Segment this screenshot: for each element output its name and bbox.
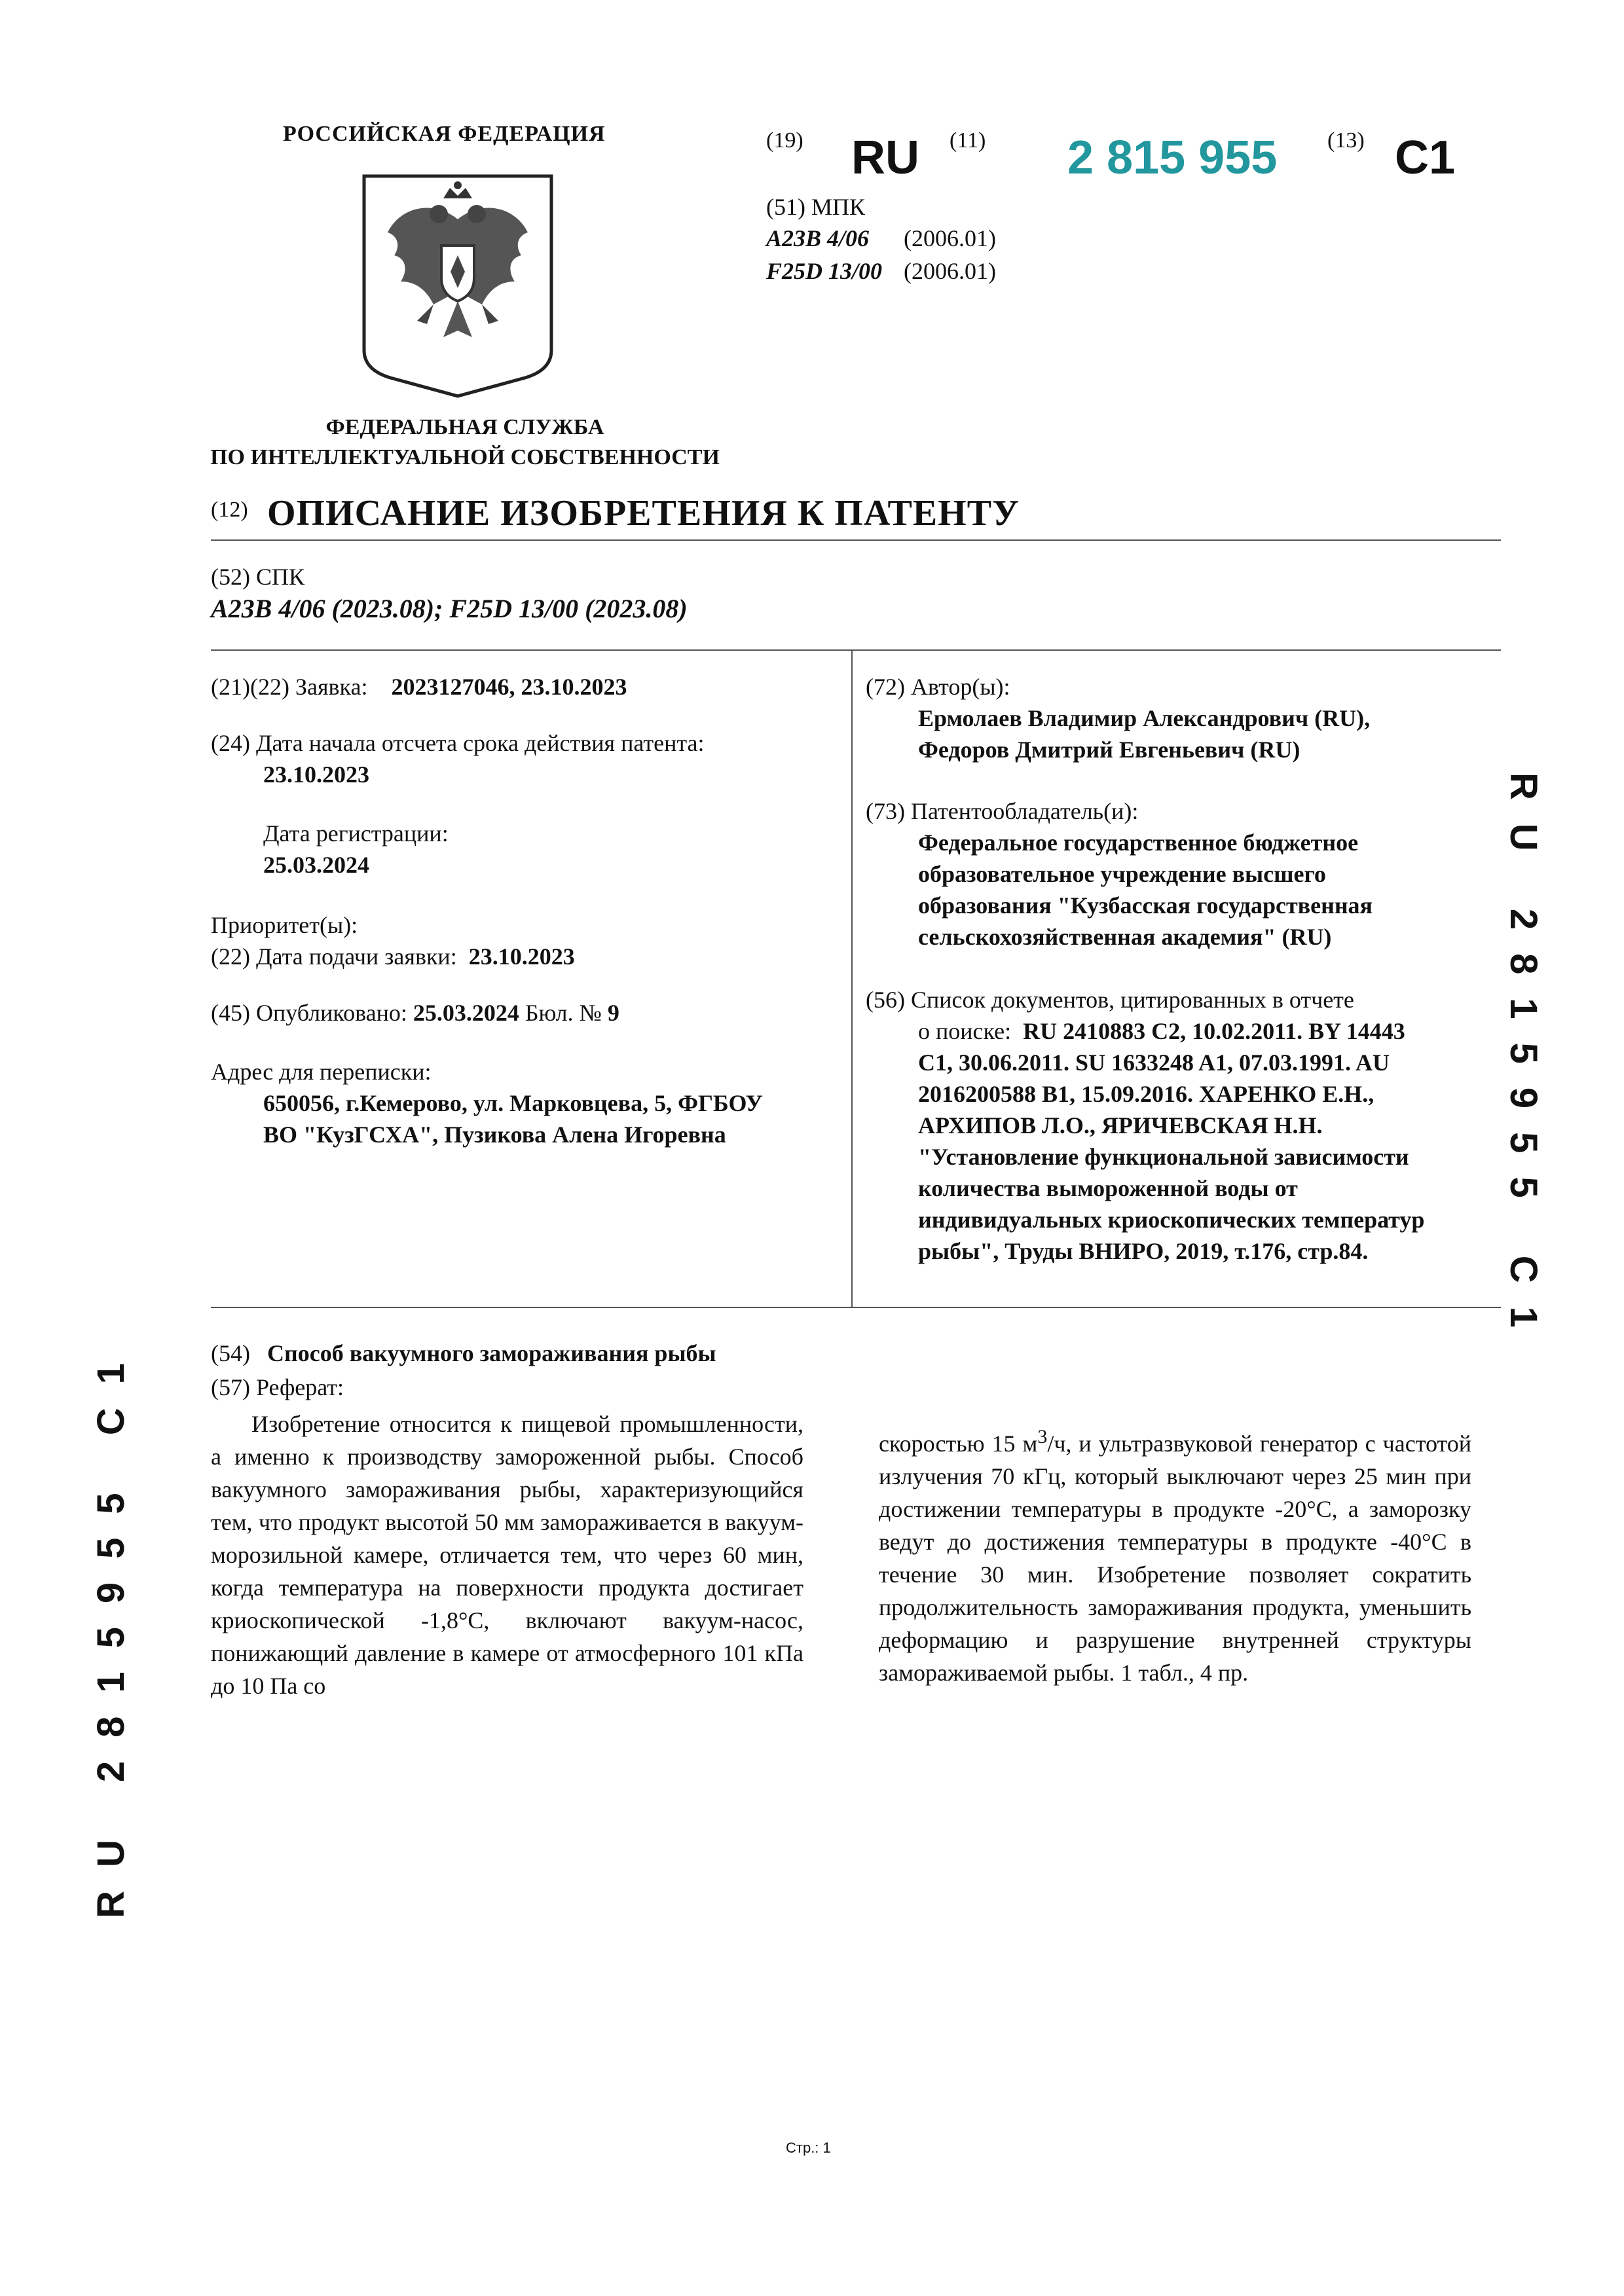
code-13: (13)	[1327, 128, 1365, 153]
agency-name	[157, 412, 773, 473]
abstract-text: скоростью 15 м	[879, 1430, 1038, 1457]
country-name: РОССИЙСКАЯ ФЕДЕРАЦИЯ	[283, 122, 606, 146]
ipc-version: (2006.01)	[904, 225, 996, 251]
country-code: RU	[851, 132, 919, 184]
holder-line: Федеральное государственное бюджетное	[918, 829, 1359, 856]
holder-label: (73) Патентообладатель(и):	[866, 798, 1139, 824]
publication-label: (45) Опубликовано:	[211, 1000, 407, 1026]
abstract-label: (57) Реферат:	[211, 1374, 344, 1400]
ipc-version: (2006.01)	[904, 258, 996, 284]
abstract-right-column	[879, 1421, 1471, 1689]
invention-code: (54)	[211, 1340, 250, 1366]
cited-reference: "Установление функциональной зависимости	[918, 1144, 1409, 1170]
abstract-left-column: Изобретение относится к пищевой промышленности, а именно к производству замороженной рыбы. Способ вакуумного замораживания рыбы, характеризующийся тем, что продукт высотой 50 мм замораживается в вакуум-морозильной камере, отличается тем, что через 60 мин, когда температура на поверхности продукта достигает криоскопической -1,8°С, включают вакуум-насос, понижающий давление в камере от атмосферного 101 кПа до 10 Па со	[211, 1411, 803, 1699]
code-11: (11)	[950, 128, 986, 153]
coat-of-arms-emblem	[361, 173, 554, 399]
divider	[211, 539, 1501, 541]
cited-reference: рыбы", Труды ВНИРО, 2019, т.176, стр.84.	[918, 1238, 1369, 1264]
kind-code: C1	[1395, 132, 1456, 184]
divider	[211, 649, 1501, 651]
cited-label-2: о поиске:	[918, 1018, 1012, 1044]
ipc-row	[766, 257, 996, 285]
registration-value: 25.03.2024	[263, 852, 369, 878]
author-name: Ермолаев Владимир Александрович (RU),	[918, 705, 1371, 731]
publication-value: 25.03.2024	[413, 1000, 519, 1026]
filing-value: 23.10.2023	[468, 943, 575, 970]
spk-label: (52) СПК	[211, 564, 304, 590]
author-name: Федоров Дмитрий Евгеньевич (RU)	[918, 737, 1301, 763]
registration-label: Дата регистрации:	[263, 820, 449, 847]
cited-reference: индивидуальных криоскопических температур	[918, 1207, 1425, 1233]
page-number: Стр.: 1	[786, 2140, 831, 2156]
side-patent-code-right: RU 2815955 C1	[1502, 773, 1545, 1351]
column-divider	[851, 649, 853, 1307]
document-title: ОПИСАНИЕ ИЗОБРЕТЕНИЯ К ПАТЕНТУ	[267, 493, 1020, 534]
spk-value: A23B 4/06 (2023.08); F25D 13/00 (2023.08)	[211, 594, 688, 623]
cited-reference: АРХИПОВ Л.О., ЯРИЧЕВСКАЯ Н.Н.	[918, 1112, 1323, 1139]
agency-line-1: ФЕДЕРАЛЬНАЯ СЛУЖБА	[325, 415, 604, 439]
patent-number: 2 815 955	[1067, 132, 1278, 184]
start-date-value: 23.10.2023	[263, 761, 369, 788]
ipc-class: F25D 13/00	[766, 258, 883, 284]
address-label: Адрес для переписки:	[211, 1059, 432, 1085]
priority-label: Приоритет(ы):	[211, 912, 358, 938]
cited-first-line	[918, 1016, 1405, 1046]
filing-label: (22) Дата подачи заявки:	[211, 943, 457, 970]
abstract-superscript: 3	[1037, 1426, 1048, 1448]
application-value: 2023127046, 23.10.2023	[391, 674, 627, 700]
side-patent-code-left: RU 2815955 C1	[90, 1339, 132, 1918]
cited-reference: C1, 30.06.2011. SU 1633248 A1, 07.03.1991. AU	[918, 1049, 1390, 1076]
cited-reference: RU 2410883 C2, 10.02.2011. BY 14443	[1023, 1018, 1405, 1044]
application-label: (21)(22) Заявка:	[211, 674, 368, 700]
ipc-row	[766, 225, 996, 252]
address-line: ВО "КузГСХА", Пузикова Алена Игоревна	[263, 1121, 726, 1148]
application-field	[211, 672, 627, 702]
holder-line: сельскохозяйственная академия" (RU)	[918, 924, 1332, 950]
bulletin-value: 9	[607, 1000, 619, 1026]
cited-reference: 2016200588 B1, 15.09.2016. ХАРЕНКО Е.Н.,	[918, 1081, 1375, 1107]
invention-title: Способ вакуумного замораживания рыбы	[267, 1340, 716, 1366]
filing-field	[211, 941, 575, 972]
cited-label: (56) Список документов, цитированных в отчете	[866, 987, 1354, 1013]
holder-line: образования "Кузбасская государственная	[918, 892, 1373, 919]
code-19: (19)	[766, 128, 803, 153]
ipc-class: A23B 4/06	[766, 225, 870, 251]
holder-line: образовательное учреждение высшего	[918, 861, 1326, 887]
address-line: 650056, г.Кемерово, ул. Марковцева, 5, ФГБОУ	[263, 1090, 763, 1116]
authors-label: (72) Автор(ы):	[866, 674, 1010, 700]
agency-line-2: ПО ИНТЕЛЛЕКТУАЛЬНОЙ СОБСТВЕННОСТИ	[210, 445, 720, 469]
start-date-label: (24) Дата начала отсчета срока действия патента:	[211, 730, 705, 756]
cited-reference: количества вымороженной воды от	[918, 1175, 1298, 1201]
divider	[211, 1307, 1501, 1308]
title-code: (12)	[211, 498, 248, 522]
abstract-text: /ч, и ультразвуковой генератор с частотой излучения 70 кГц, который выключают через 25 мин при достижении температуры в продукте -20°С, а заморозку ведут до достижения температуры в продукте -40°С в течение 30 мин. Изобретение позволяет сократить продолжительность замораживания продукта, уменьшить деформацию и разрушение внутренней структуры замораживаемой рыбы. 1 табл., 4 пр.	[879, 1430, 1471, 1686]
bulletin-label: Бюл. №	[525, 1000, 602, 1026]
publication-field	[211, 998, 619, 1028]
ipc-label: (51) МПК	[766, 194, 865, 220]
